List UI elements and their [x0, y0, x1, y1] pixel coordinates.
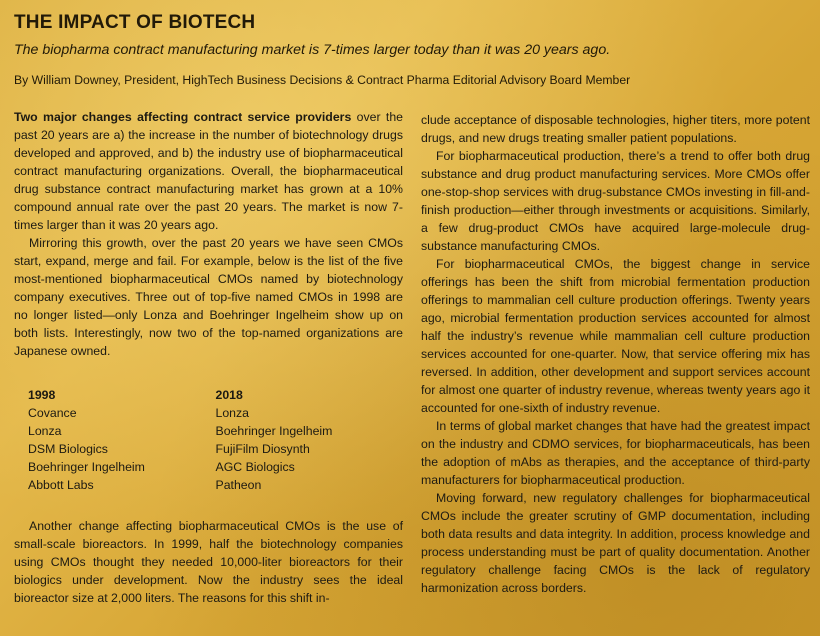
right-paragraph-5: Moving forward, new regulatory challenges for biopharmaceutical CMOs include the greater scrutiny of GMP documentation, including both data results and data integrity. In addition, process knowledge and process understanding must be part of quality documentation. Another regulatory challenge facing CMOs is the lack of regulatory harmonization across borders. [421, 491, 810, 595]
cmo-list-item: Boehringer Ingelheim [215, 424, 333, 438]
cmo-list-item: Boehringer Ingelheim [28, 460, 145, 474]
article-subtitle: The biopharma contract manufacturing market is 7-times larger today than it was 20 years ago. [14, 42, 611, 58]
left-paragraph-3: Another change affecting biopharmaceutical CMOs is the use of small-scale bioreactors. In 1999, half the biotechnology companies using CMOs thought they needed 10,000-liter bioreactors for their biologics under development. Now the industry sees the ideal bioreactor size at 2,000 liters. The reasons for this shift in- [14, 519, 403, 605]
right-paragraph-2: For biopharmaceutical production, there’s a trend to offer both drug substance and drug product manufacturing services. More CMOs offer one-stop-shop services with drug-substance CMOs investing in fill-and-finish production—either through investments or acquisitions. Similarly, a few drug-product CMOs have acquired large-molecule drug-substance manufacturing CMOs. [421, 149, 810, 253]
cmo-list-item: Covance [28, 406, 77, 420]
cmo-list-2018 [216, 386, 404, 494]
article-title: THE IMPACT OF BIOTECH [14, 12, 256, 33]
article-page [14, 10, 808, 630]
right-paragraph-4: In terms of global market changes that have had the greatest impact on the industry and CDMO services, for biopharmaceuticals, has been the adoption of mAbs as therapies, and the acceptance of third-party manufacturers for biopharmaceutical production. [421, 419, 810, 487]
cmo-list-item: Patheon [215, 478, 262, 492]
cmo-list-item: DSM Biologics [28, 442, 108, 456]
cmo-list-year-heading: 1998 [28, 388, 56, 402]
left-column [14, 108, 403, 607]
cmo-list-year-heading: 2018 [215, 388, 243, 402]
right-paragraph-1: clude acceptance of disposable technologies, higher titers, more potent drugs, and new drugs treating smaller patient populations. [421, 113, 810, 145]
left-paragraph-1 [14, 108, 403, 234]
left-paragraph-2: Mirroring this growth, over the past 20 years we have seen CMOs start, expand, merge and fail. For example, below is the list of the five most-mentioned biopharmaceutical CMOs named by biotechnology company executives. Three out of top-five named CMOs in 1998 are no longer listed—only Lonza and Boehringer Ingelheim show up on both lists. Interestingly, now two of the top-named organizations are Japanese owned. [14, 236, 403, 358]
cmo-comparison-list [28, 386, 403, 494]
right-paragraph-3: For biopharmaceutical CMOs, the biggest change in service offerings has been the shift from microbial fermentation production offerings to mammalian cell culture production offerings. Twenty years ago, microbial fermentation production services accounted for almost half the industry’s revenue while mammalian cell culture production services accounted for one-quarter. Now, that service offering mix has reversed. In addition, other development and support services account for almost one quarter of industry revenue, whereas twenty years ago it accounted for one-sixth of industry revenue. [421, 257, 810, 415]
cmo-list-item: Lonza [28, 424, 62, 438]
lead-in-bold: Two major changes affecting contract service providers [14, 110, 352, 124]
cmo-list-item: FujiFilm Diosynth [215, 442, 310, 456]
cmo-list-item: Abbott Labs [28, 478, 94, 492]
article-byline: By William Downey, President, HighTech Business Decisions & Contract Pharma Editorial Advisory Board Member [14, 73, 631, 87]
right-column [421, 111, 810, 597]
cmo-list-item: Lonza [215, 406, 250, 420]
cmo-list-1998 [28, 386, 216, 494]
left-paragraph-1-text: over the past 20 years are a) the increase in the number of biotechnology drugs developed and approved, and b) the industry use of biopharmaceutical contract manufacturing organizations. Overall, the biopharmaceutical drug substance contract manufacturing market has grown at a 10% compound annual rate over the past 20 years. The market is now 7-times larger than it was 20 years ago. [14, 110, 403, 232]
cmo-list-item: AGC Biologics [215, 460, 295, 474]
